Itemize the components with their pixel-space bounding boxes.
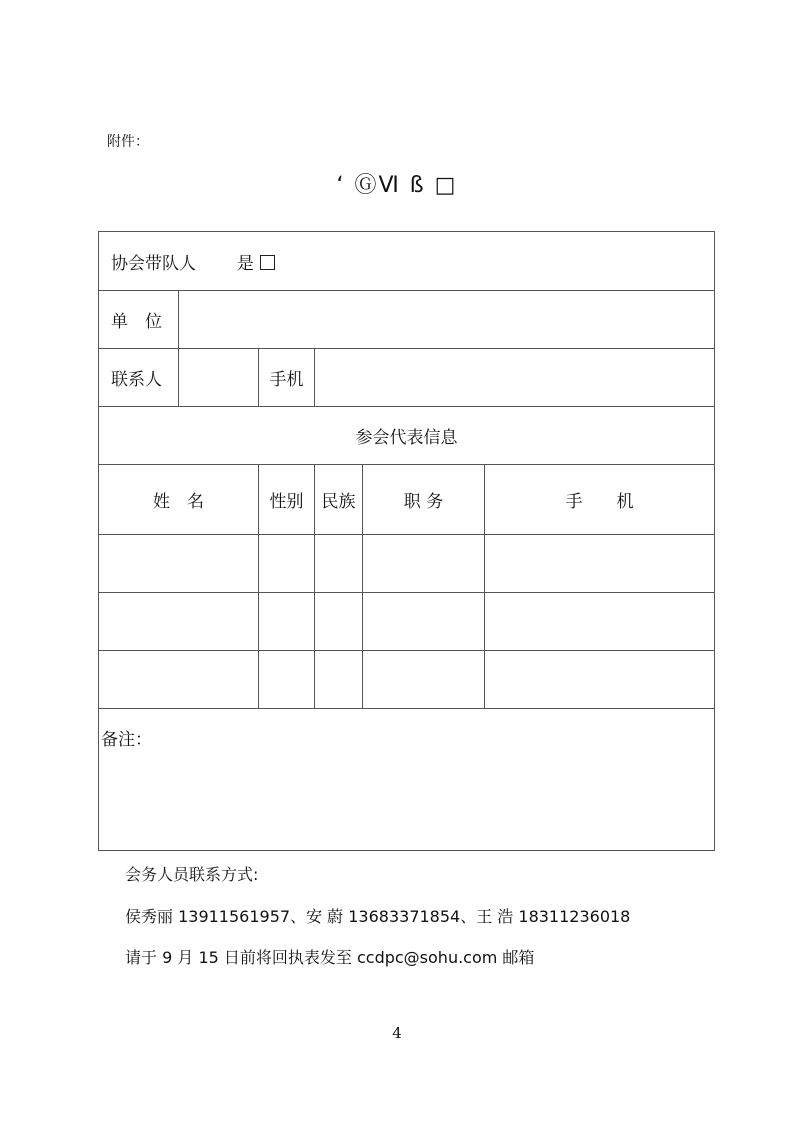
notes-label: 备注： <box>101 730 152 750</box>
leader-yes-label: 是 <box>236 253 254 274</box>
col-position: 职 务 <box>363 465 485 535</box>
cell-mobile[interactable] <box>485 651 715 709</box>
cell-gender[interactable] <box>259 535 315 593</box>
contact-heading: 会务人员联系方式: <box>125 865 259 884</box>
cell-position[interactable] <box>363 535 485 593</box>
contact-label: 联系人 <box>99 349 179 407</box>
cell-gender[interactable] <box>259 593 315 651</box>
cell-position[interactable] <box>363 593 485 651</box>
cell-name[interactable] <box>99 651 259 709</box>
col-gender: 性别 <box>259 465 315 535</box>
notes-cell[interactable] <box>99 709 715 851</box>
cell-ethnicity[interactable] <box>315 535 363 593</box>
phone-field[interactable] <box>315 349 715 407</box>
table-row <box>99 535 715 593</box>
cell-ethnicity[interactable] <box>315 593 363 651</box>
cell-mobile[interactable] <box>485 593 715 651</box>
submit-instruction: 请于 9 月 15 日前将回执表发至 ccdpc@sohu.com 邮箱 <box>125 948 535 967</box>
section-title: 参会代表信息 <box>99 407 715 465</box>
col-name: 姓 名 <box>99 465 259 535</box>
page-title: ʻ ⒼⅥ ß □ <box>336 173 458 198</box>
cell-mobile[interactable] <box>485 535 715 593</box>
col-mobile: 手 机 <box>485 465 715 535</box>
table-header-row <box>99 465 715 535</box>
leader-row <box>99 232 715 291</box>
cell-name[interactable] <box>99 535 259 593</box>
cell-gender[interactable] <box>259 651 315 709</box>
attachment-label: 附件： <box>107 134 149 150</box>
cell-name[interactable] <box>99 593 259 651</box>
table-row <box>99 593 715 651</box>
page-number: 4 <box>392 1024 402 1042</box>
table-row <box>99 651 715 709</box>
contact-field[interactable] <box>179 349 259 407</box>
unit-label: 单 位 <box>99 291 179 349</box>
cell-position[interactable] <box>363 651 485 709</box>
leader-checkbox[interactable] <box>260 255 275 270</box>
cell-ethnicity[interactable] <box>315 651 363 709</box>
registration-form <box>98 231 715 851</box>
phone-label: 手机 <box>259 349 315 407</box>
col-ethnicity: 民族 <box>315 465 363 535</box>
contacts-line: 侯秀丽 13911561957、安 蔚 13683371854、王 浩 18311236018 <box>125 907 631 926</box>
leader-label: 协会带队人 <box>111 253 196 274</box>
unit-field[interactable] <box>179 291 715 349</box>
